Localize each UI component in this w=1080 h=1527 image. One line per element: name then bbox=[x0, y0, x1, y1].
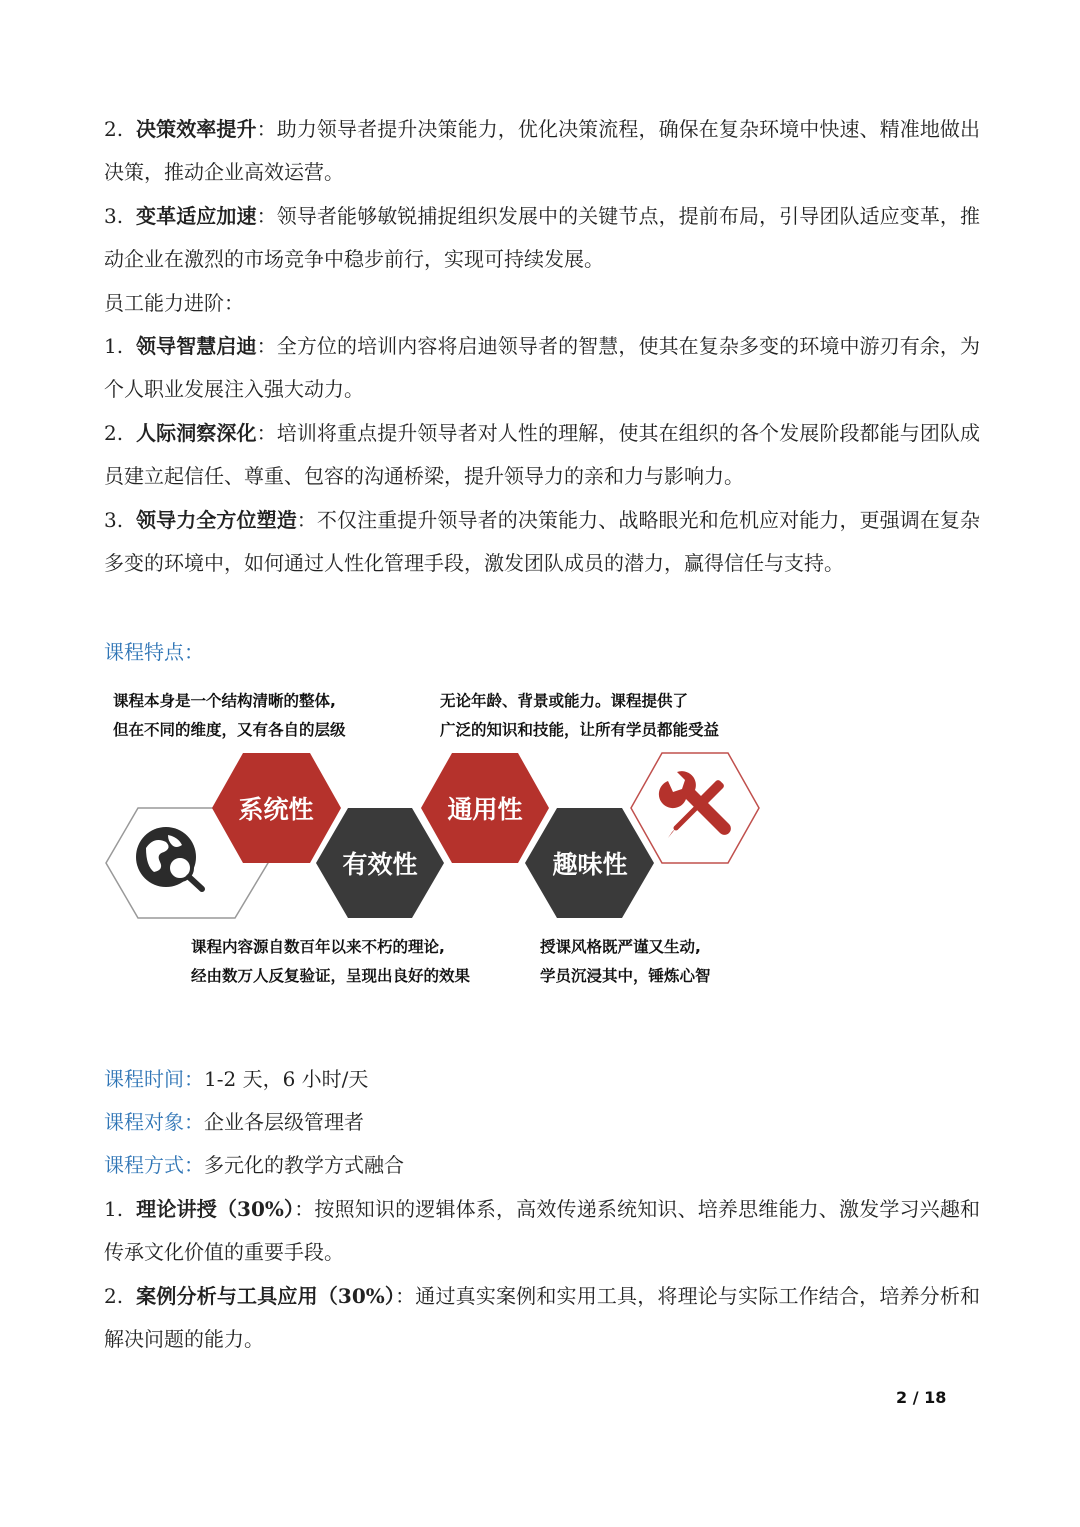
employee-item: 1. 领导智慧启迪：全方位的培训内容将启迪领导者的智慧，使其在复杂多变的环境中游刃有余，为个人职业发展注入强大动力。 bbox=[104, 334, 981, 401]
employee-item: 3. 领导力全方位塑造：不仅注重提升领导者的决策能力、战略眼光和危机应对能力，更强调在复杂多变的环境中，如何通过人性化管理手段，激发团队成员的潜力，赢得信任与支持。 bbox=[104, 508, 981, 575]
item-term: 变革适应加速 bbox=[136, 204, 257, 228]
hex-systematic-label: 系统性 bbox=[238, 795, 314, 824]
hex-fun-label: 趣味性 bbox=[552, 850, 628, 879]
hex-effective-label: 有效性 bbox=[342, 850, 418, 879]
meta-audience-value: 企业各层级管理者 bbox=[204, 1110, 364, 1134]
meta-time-value: 1-2 天，6 小时/天 bbox=[204, 1067, 369, 1091]
caption-top-right: 无论年龄、背景或能力。课程提供了 广泛的知识和技能，让所有学员都能受益 bbox=[440, 692, 720, 739]
intro-item: 3. 变革适应加速：领导者能够敏锐捕捉组织发展中的关键节点，提前布局，引导团队适应变革，推动企业在激烈的市场竞争中稳步前行，实现可持续发展。 bbox=[104, 204, 981, 271]
meta-method-value: 多元化的教学方式融合 bbox=[204, 1153, 404, 1177]
caption-top-left: 课程本身是一个结构清晰的整体, 但在不同的维度，又有各自的层级 bbox=[113, 692, 346, 739]
features-heading: 课程特点： bbox=[104, 640, 204, 664]
employee-item: 2. 人际洞察深化：培训将重点提升领导者对人性的理解，使其在组织的各个发展阶段都能与团队成员建立起信任、尊重、包容的沟通桥梁，提升领导力的亲和力与影响力。 bbox=[104, 421, 981, 488]
meta-time-label: 课程时间： bbox=[104, 1067, 204, 1091]
meta-method-label: 课程方式： bbox=[104, 1153, 204, 1177]
item-term: 领导智慧启迪 bbox=[136, 334, 257, 358]
item-term: 理论讲授（30%） bbox=[136, 1197, 295, 1221]
meta-method bbox=[104, 1144, 404, 1187]
item-term: 人际洞察深化 bbox=[136, 421, 257, 445]
hex-universal-label: 通用性 bbox=[447, 795, 523, 824]
meta-audience-label: 课程对象： bbox=[104, 1110, 204, 1134]
caption-bottom-left: 课程内容源自数百年以来不朽的理论, 经由数万人反复验证，呈现出良好的效果 bbox=[191, 938, 471, 985]
item-term: 决策效率提升 bbox=[136, 117, 257, 141]
caption-bottom-right: 授课风格既严谨又生动, 学员沉浸其中，锤炼心智 bbox=[540, 938, 711, 985]
item-term: 案例分析与工具应用（30%） bbox=[136, 1284, 396, 1308]
meta-audience bbox=[104, 1101, 364, 1144]
method-item: 1. 理论讲授（30%）：按照知识的逻辑体系，高效传递系统知识、培养思维能力、激发学习兴趣和传承文化价值的重要手段。 bbox=[104, 1197, 981, 1264]
meta-time bbox=[104, 1058, 368, 1101]
intro-item: 2. 决策效率提升：助力领导者提升决策能力，优化决策流程，确保在复杂环境中快速、精准地做出决策，推动企业高效运营。 bbox=[104, 117, 981, 184]
page-number: 2 / 18 bbox=[896, 1388, 947, 1407]
item-term: 领导力全方位塑造 bbox=[136, 508, 297, 532]
method-item: 2. 案例分析与工具应用（30%）：通过真实案例和实用工具，将理论与实际工作结合，培养分析和解决问题的能力。 bbox=[104, 1284, 981, 1351]
employee-heading: 员工能力进阶： bbox=[104, 291, 244, 315]
